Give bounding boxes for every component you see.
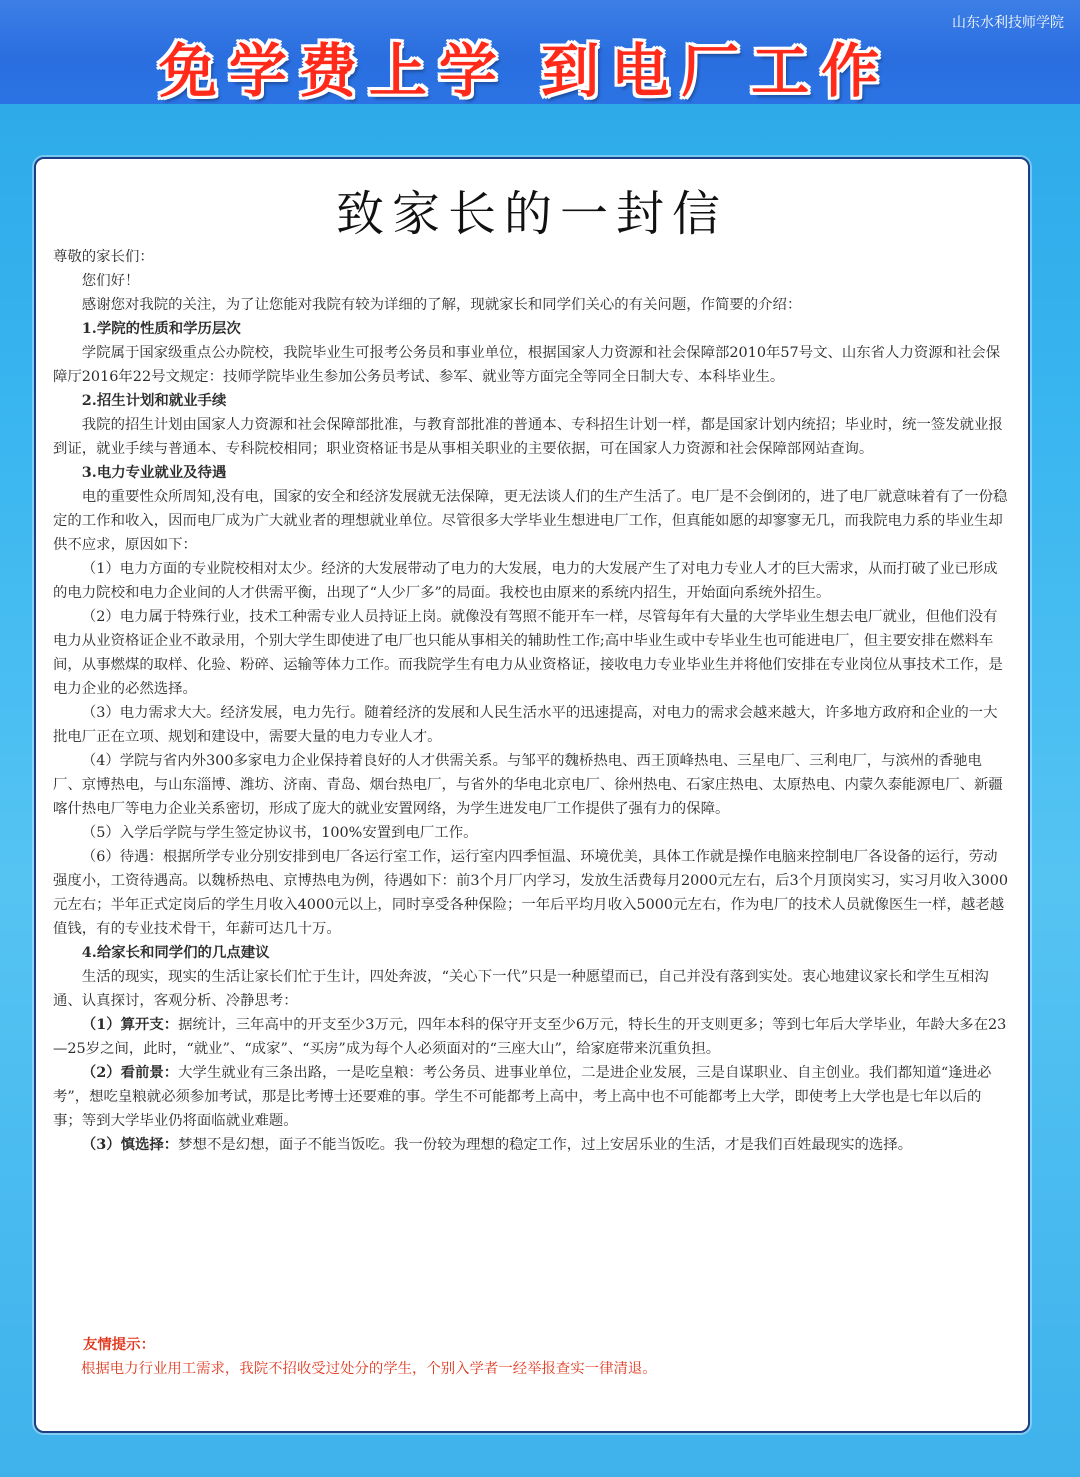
- section-heading: 3.电力专业就业及待遇: [81, 464, 227, 481]
- item-text: 梦想不是幻想，面子不能当饭吃。我一份较为理想的稳定工作，过上安居乐业的生活，才是我们百姓最现实的选择。: [178, 1137, 913, 1153]
- list-item: （2）电力属于特殊行业，技术工种需专业人员持证上岗。就像没有驾照不能开车一样，尽管每年有大量的大学毕业生想去电厂就业，但他们没有电力从业资格证企业不敢录用，个别大学生即使进了电厂也只能从事相关的辅助性工作;高中毕业生或中专毕业生也可能进电厂，但主要安排在燃料车间，从事燃煤的取样、化验、粉碎、运输等体力工作。而我院学生有电力从业资格证，接收电力专业毕业生并将他们安排在专业岗位从事技术工作，是电力企业的必然选择。: [53, 609, 1003, 697]
- item-label: （2）看前景：: [81, 1064, 179, 1081]
- list-item: （5）入学后学院与学生签定协议书，100%安置到电厂工作。: [81, 825, 478, 841]
- tip-text: 根据电力行业用工需求，我院不招收受过处分的学生，个别入学者一经举报查实一律清退。: [81, 1361, 657, 1377]
- paragraph: 学院属于国家级重点公办院校，我院毕业生可报考公务员和事业单位，根据国家人力资源和社会保障部2010年57号文、山东省人力资源和社会保障厅2016年22号文规定：技师学院毕业生参加公务员考试、参军、就业等方面完全等同全日制大专、本科毕业生。: [53, 345, 1001, 385]
- paragraph: 生活的现实，现实的生活让家长们忙于生计，四处奔波，“关心下一代”只是一种愿望而已，自己并没有落到实处。衷心地建议家长和学生互相沟通、认真探讨，客观分析、冷静思考：: [53, 969, 989, 1009]
- paragraph: 电的重要性众所周知,没有电，国家的安全和经济发展就无法保障，更无法谈人们的生产生活了。电厂是不会倒闭的，进了电厂就意味着有了一份稳定的工作和收入，因而电厂成为广大就业者的理想就业单位。尽管很多大学毕业生想进电厂工作，但真能如愿的却寥寥无几，而我院电力系的毕业生却供不应求，原因如下：: [53, 489, 1008, 553]
- section-heading: 4.给家长和同学们的几点建议: [81, 944, 270, 961]
- list-item: （3）电力需求大大。经济发展，电力先行。随着经济的发展和人民生活水平的迅速提高，对电力的需求会越来越大，许多地方政府和企业的一大批电厂正在立项、规划和建设中，需要大量的电力专业人才。: [53, 705, 998, 745]
- list-item: [53, 1133, 1008, 1157]
- friendly-tip: [81, 1333, 1011, 1381]
- item-text: 据统计，三年高中的开支至少3万元，四年本科的保守开支至少6万元，特长生的开支则更多；等到七年后大学毕业，年龄大多在23—25岁之间，此时，“就业”、“成家”、“买房”成为每个人必须面对的“三座大山”，给家庭带来沉重负担。: [53, 1017, 1007, 1057]
- item-label: （3）慎选择：: [81, 1136, 179, 1153]
- banner-title: 免学费上学 到电厂工作: [158, 37, 892, 105]
- list-item: （1）电力方面的专业院校相对太少。经济的大发展带动了电力的大发展，电力的大发展产生了对电力专业人才的巨大需求，从而打破了业已形成的电力院校和电力企业间的人才供需平衡，出现了“人少厂多”的局面。我校也由原来的系统内招生，开始面向系统外招生。: [53, 561, 998, 601]
- letter-body: [53, 245, 1008, 1157]
- header-banner: [0, 0, 1080, 104]
- list-item: [53, 1061, 1008, 1133]
- school-name: 山东水利技师学院: [952, 15, 1064, 31]
- tip-title: 友情提示：: [83, 1336, 155, 1353]
- list-item: [53, 1013, 1008, 1061]
- list-item: （6）待遇：根据所学专业分别安排到电厂各运行室工作，运行室内四季恒温、环境优美，具体工作就是操作电脑来控制电厂各设备的运行，劳动强度小，工资待遇高。以魏桥热电、京博热电为例，待遇如下：前3个月厂内学习，发放生活费每月2000元左右，后3个月顶岗实习，实习月收入3000元左右；半年正式定岗后的学生月收入4000元以上，同时享受各种保险；一年后平均月收入5000元左右，作为电厂的技术人员就像医生一样，越老越值钱，有的专业技术骨干，年薪可达几十万。: [53, 849, 1008, 937]
- hello: 您们好！: [81, 273, 140, 289]
- letter-title: 致家长的一封信: [335, 186, 728, 242]
- greeting: 尊敬的家长们：: [53, 249, 154, 265]
- list-item: （4）学院与省内外300多家电力企业保持着良好的人才供需关系。与邹平的魏桥热电、西王顶峰热电、三星电厂、三利电厂，与滨州的香驰电厂、京博热电，与山东淄博、潍坊、济南、青岛、烟台热电厂，与省外的华电北京电厂、徐州热电、石家庄热电、太原热电、内蒙久泰能源电厂、新疆喀什热电厂等电力企业关系密切，形成了庞大的就业安置网络，为学生进发电厂工作提供了强有力的保障。: [53, 753, 1003, 817]
- section-heading: 2.招生计划和就业手续: [81, 392, 227, 409]
- item-text: 大学生就业有三条出路，一是吃皇粮：考公务员、进事业单位，二是进企业发展，三是自谋职业、自主创业。我们都知道“逢进必考”，想吃皇粮就必须参加考试，那是比考博士还要难的事。学生不可能都考上高中，考上高中也不可能都考上大学，即使考上大学也是七年以后的事；等到大学毕业仍将面临就业难题。: [53, 1065, 992, 1129]
- letter-panel: [34, 157, 1030, 1433]
- intro-paragraph: 感谢您对我院的关注，为了让您能对我院有较为详细的了解，现就家长和同学们关心的有关问题，作简要的介绍：: [81, 297, 802, 313]
- paragraph: 我院的招生计划由国家人力资源和社会保障部批准，与教育部批准的普通本、专科招生计划一样，都是国家计划内统招；毕业时，统一签发就业报到证，就业手续与普通本、专科院校相同；职业资格证书是从事相关职业的主要依据，可在国家人力资源和社会保障部网站查询。: [53, 417, 1003, 457]
- section-heading: 1.学院的性质和学历层次: [81, 320, 241, 337]
- item-label: （1）算开支：: [81, 1016, 179, 1033]
